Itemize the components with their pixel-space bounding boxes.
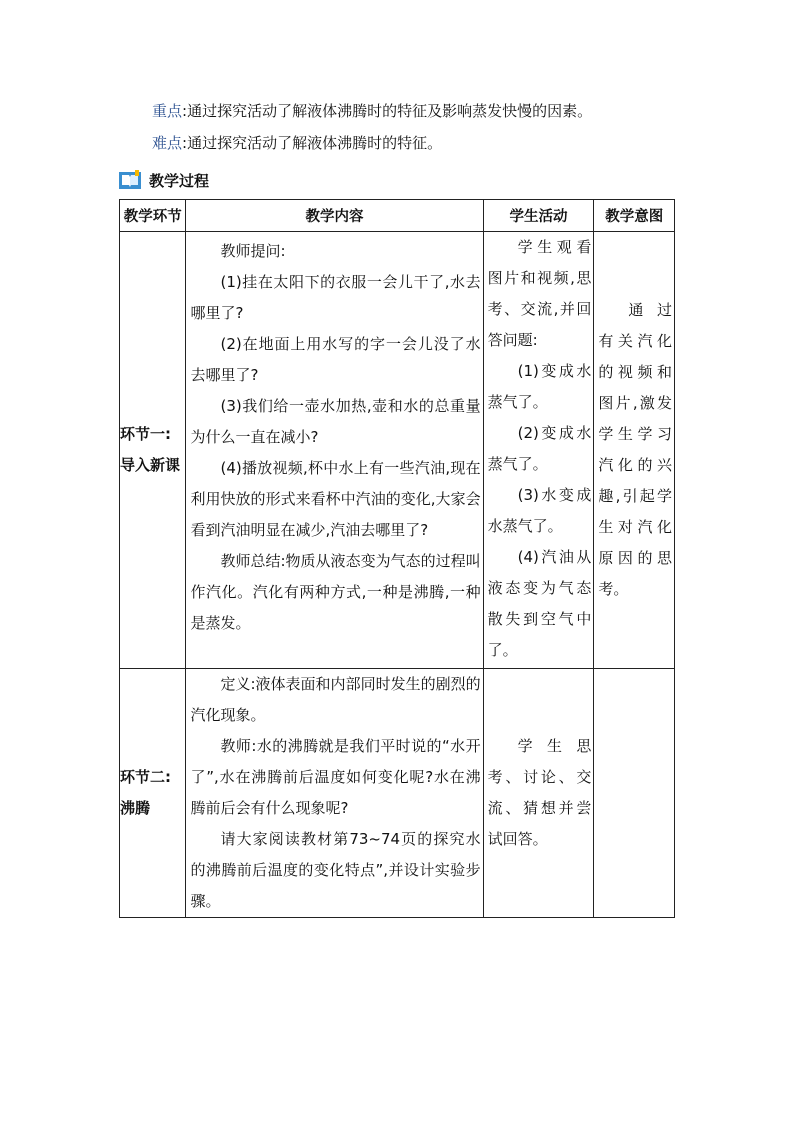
table-header-row [120,200,675,232]
stage-cell: 环节一:导入新课 [120,232,186,669]
activity-paragraph: (3)水变成水蒸气了。 [487,486,592,535]
activity-cell [483,669,594,918]
activity-paragraph: 学生思考、讨论、交流、猜想并尝试回答。 [487,737,592,848]
section-title: 教学过程 [149,171,210,190]
intent-cell [594,669,675,918]
header-stage: 教学环节 [120,200,186,232]
difficult-point-line [152,132,442,154]
key-point-line [152,100,592,122]
table-row [120,669,675,918]
content-paragraph: (2)在地面上用水写的字一会儿没了水去哪里了? [190,335,481,384]
activity-paragraph: (1)变成水蒸气了。 [487,362,592,411]
difficult-point-label: 难点 [152,134,183,152]
header-activity: 学生活动 [483,200,594,232]
activity-cell [483,232,594,669]
content-paragraph: 请大家阅读教材第73~74页的探究水的沸腾前后温度的变化特点”,并设计实验步骤。 [190,830,481,910]
key-point-text: :通过探究活动了解液体沸腾时的特征及影响蒸发快慢的因素。 [182,102,593,120]
key-point-label: 重点 [152,102,183,120]
book-icon [119,170,141,190]
difficult-point-text: :通过探究活动了解液体沸腾时的特征。 [182,134,443,152]
intent-paragraph: 通过有关汽化的视频和图片,激发学生学习汽化的兴趣,引起学生对汽化原因的思考。 [598,301,672,598]
content-cell [186,669,483,918]
activity-paragraph: 学生观看图片和视频,思考、交流,并回答问题: [487,238,592,349]
content-paragraph: 教师提问: [220,242,286,260]
intent-cell [594,232,675,669]
content-paragraph: 教师:水的沸腾就是我们平时说的“水开了”,水在沸腾前后温度如何变化呢?水在沸腾前后会有什么现象呢? [190,737,481,817]
stage-cell: 环节二:沸腾 [120,669,186,918]
section-heading [119,168,209,192]
content-paragraph: 定义:液体表面和内部同时发生的剧烈的汽化现象。 [190,675,481,724]
activity-paragraph: (4)汽油从液态变为气态散失到空气中了。 [487,548,592,659]
content-paragraph: 教师总结:物质从液态变为气态的过程叫作汽化。汽化有两种方式,一种是沸腾,一种是蒸发。 [190,552,481,632]
content-paragraph: (3)我们给一壶水加热,壶和水的总重量为什么一直在减小? [190,397,481,446]
content-cell [186,232,483,669]
header-content: 教学内容 [186,200,483,232]
lesson-table [119,199,675,918]
activity-paragraph: (2)变成水蒸气了。 [487,424,592,473]
header-intent: 教学意图 [594,200,675,232]
content-paragraph: (1)挂在太阳下的衣服一会儿干了,水去哪里了? [190,273,481,322]
content-paragraph: (4)播放视频,杯中水上有一些汽油,现在利用快放的形式来看杯中汽油的变化,大家会看到汽油明显在减少,汽油去哪里了? [190,459,481,539]
table-row [120,232,675,669]
